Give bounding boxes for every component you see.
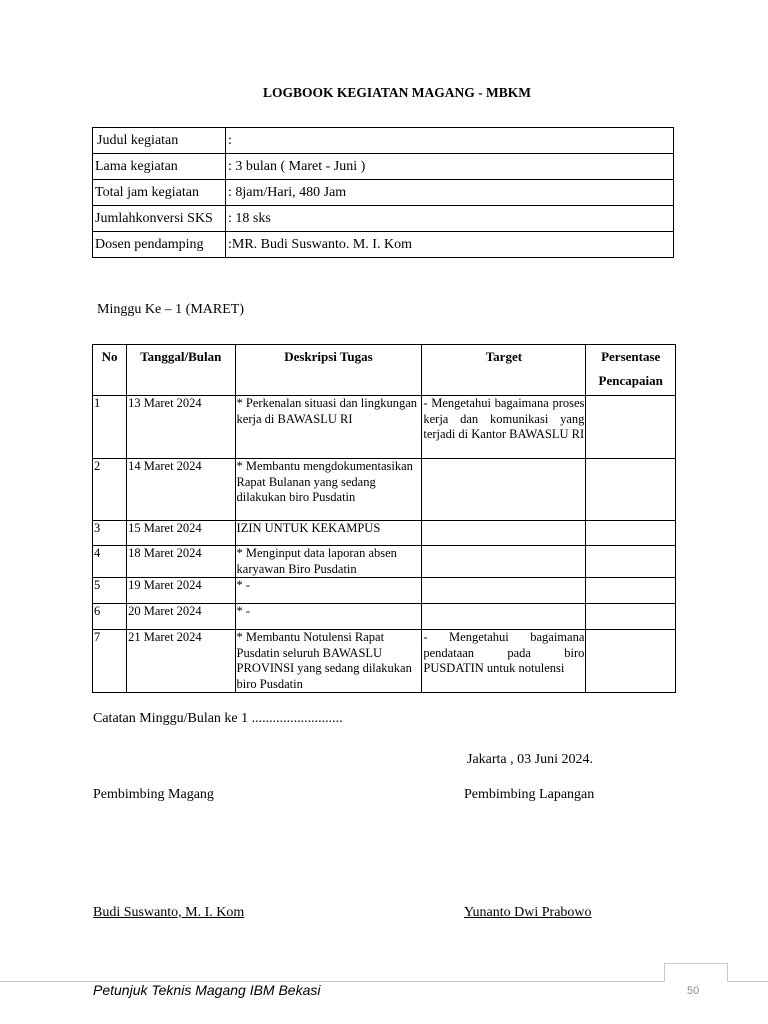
cell-date: 21 Maret 2024 <box>127 630 235 693</box>
cell-pct <box>586 521 676 546</box>
page-number: 50 <box>687 985 700 997</box>
cell-date: 20 Maret 2024 <box>127 604 235 630</box>
info-value: :MR. Budi Suswanto. M. I. Kom <box>226 232 674 258</box>
page-number-tab <box>664 963 728 982</box>
cell-target: - Mengetahui bagaimana pendataan pada biro PUSDATIN untuk notulensi <box>422 630 586 693</box>
cell-desc: * - <box>235 578 422 604</box>
info-row <box>93 128 674 154</box>
cell-target <box>422 604 586 630</box>
cell-no: 7 <box>93 630 127 693</box>
info-label: Lama kegiatan <box>93 154 226 180</box>
header-no: No <box>93 345 127 396</box>
cell-pct <box>586 578 676 604</box>
table-row <box>93 630 676 693</box>
cell-desc: * - <box>235 604 422 630</box>
cell-no: 2 <box>93 459 127 521</box>
info-value: : <box>226 128 674 154</box>
supervisor-label: Pembimbing Magang <box>93 787 214 802</box>
cell-target: - Mengetahui bagaimana proses kerja dan komunikasi yang terjadi di Kantor BAWASLU RI <box>422 396 586 459</box>
info-table <box>92 127 674 258</box>
cell-desc: * Membantu mengdokumentasikan Rapat Bulanan yang sedang dilakukan biro Pusdatin <box>235 459 422 521</box>
header-date: Tanggal/Bulan <box>127 345 235 396</box>
cell-no: 5 <box>93 578 127 604</box>
cell-no: 3 <box>93 521 127 546</box>
cell-target <box>422 459 586 521</box>
document-title: LOGBOOK KEGIATAN MAGANG - MBKM <box>263 85 531 100</box>
field-supervisor-label: Pembimbing Lapangan <box>464 787 595 802</box>
cell-target <box>422 578 586 604</box>
cell-no: 6 <box>93 604 127 630</box>
cell-no: 1 <box>93 396 127 459</box>
info-label: Judul kegiatan <box>93 128 226 154</box>
cell-desc: * Membantu Notulensi Rapat Pusdatin seluruh BAWASLU PROVINSI yang sedang dilakukan biro Pusdatin <box>235 630 422 693</box>
cell-date: 14 Maret 2024 <box>127 459 235 521</box>
info-value: : 18 sks <box>226 206 674 232</box>
cell-target <box>422 521 586 546</box>
info-row <box>93 180 674 206</box>
weekly-note: Catatan Minggu/Bulan ke 1 .......................... <box>93 711 343 726</box>
info-row <box>93 154 674 180</box>
info-value: : 8jam/Hari, 480 Jam <box>226 180 674 206</box>
cell-desc: * Menginput data laporan absen karyawan Biro Pusdatin <box>235 546 422 578</box>
info-label: Jumlahkonversi SKS <box>93 206 226 232</box>
week-label: Minggu Ke – 1 (MARET) <box>97 302 244 317</box>
cell-pct <box>586 396 676 459</box>
task-table <box>92 344 676 693</box>
cell-target <box>422 546 586 578</box>
info-label: Dosen pendamping <box>93 232 226 258</box>
cell-pct <box>586 546 676 578</box>
table-row <box>93 578 676 604</box>
cell-date: 18 Maret 2024 <box>127 546 235 578</box>
table-row <box>93 546 676 578</box>
footer-text: Petunjuk Teknis Magang IBM Bekasi <box>93 982 321 998</box>
table-row <box>93 604 676 630</box>
cell-date: 13 Maret 2024 <box>127 396 235 459</box>
cell-date: 19 Maret 2024 <box>127 578 235 604</box>
header-pct-line1: Persentase <box>601 349 661 364</box>
header-target: Target <box>422 345 586 396</box>
supervisor-name: Budi Suswanto, M. I. Kom <box>93 905 245 920</box>
info-row <box>93 206 674 232</box>
table-row <box>93 396 676 459</box>
header-pct <box>586 345 676 396</box>
cell-pct <box>586 604 676 630</box>
cell-pct <box>586 459 676 521</box>
cell-pct <box>586 630 676 693</box>
cell-no: 4 <box>93 546 127 578</box>
field-supervisor-name: Yunanto Dwi Prabowo <box>464 905 592 920</box>
table-row <box>93 459 676 521</box>
cell-date: 15 Maret 2024 <box>127 521 235 546</box>
table-row <box>93 521 676 546</box>
cell-desc: IZIN UNTUK KEKAMPUS <box>235 521 422 546</box>
cell-desc: * Perkenalan situasi dan lingkungan kerja di BAWASLU RI <box>235 396 422 459</box>
place-date: Jakarta , 03 Juni 2024. <box>467 752 593 767</box>
info-label: Total jam kegiatan <box>93 180 226 206</box>
header-pct-line2: Pencapaian <box>598 373 663 388</box>
info-value: : 3 bulan ( Maret - Juni ) <box>226 154 674 180</box>
table-header-row <box>93 345 676 396</box>
info-row <box>93 232 674 258</box>
header-desc: Deskripsi Tugas <box>235 345 422 396</box>
